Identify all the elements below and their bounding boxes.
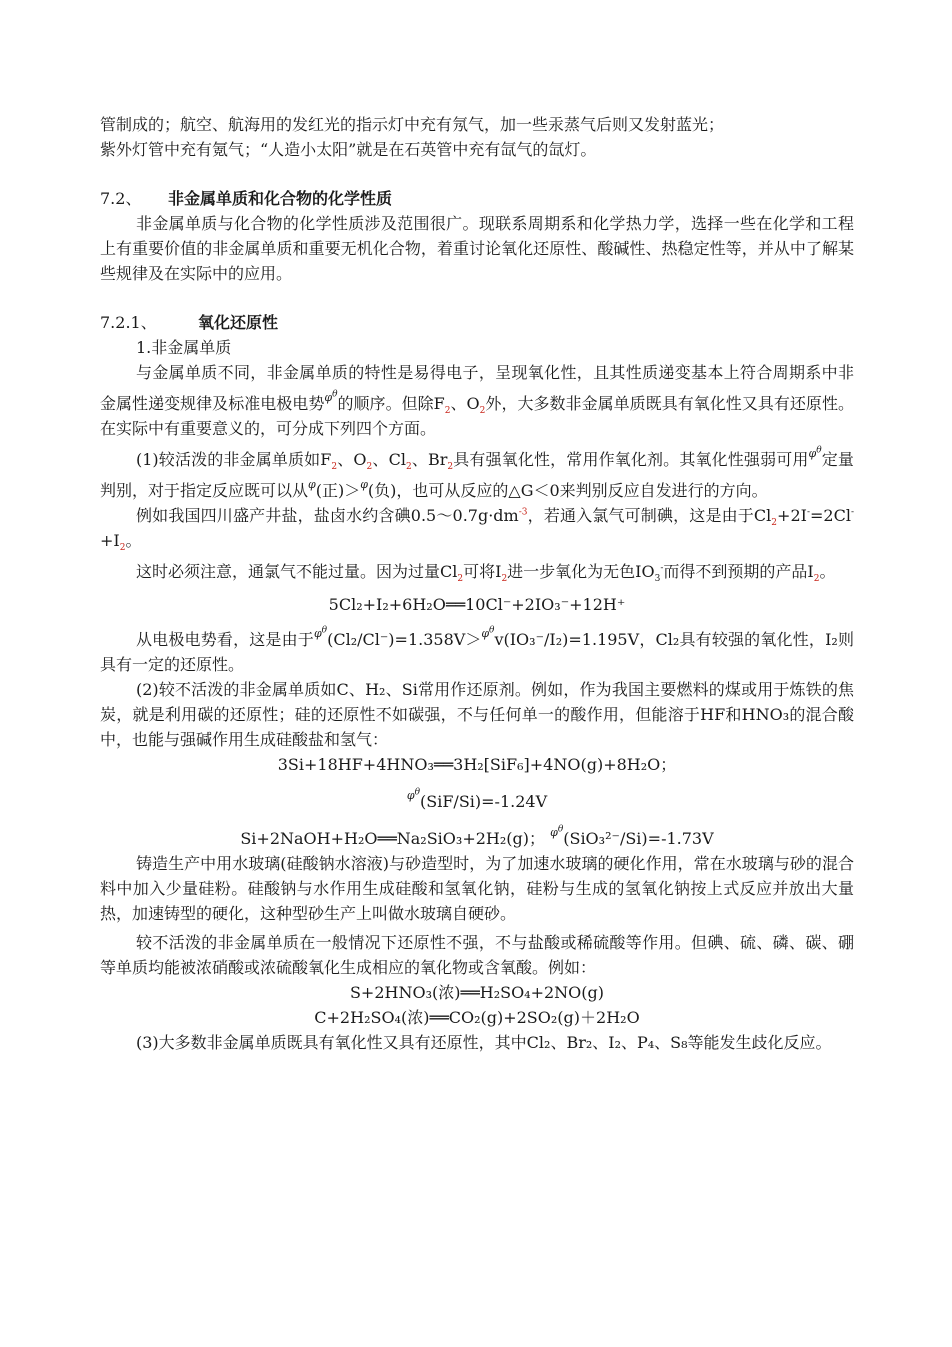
equation-5: S+2HNO₃(浓)══H₂SO₄+2NO(g): [349, 983, 605, 1002]
intro-line-1: 管制成的；航空、航海用的发红光的指示灯中充有氖气，加一些汞蒸气后则又发射蓝光；: [100, 115, 725, 134]
paragraph-7: 铸造生产中用水玻璃(硅酸钠水溶液)与砂造型时，为了加速水玻璃的硬化作用，常在水玻璃与砂的混合料中加入少量硅粉。硅酸钠与水作用生成硅酸和氢氧化钠，硅粉与生成的氢氧化钠按上式反应并放出大量热，加速铸型的硬化，这种型砂生产上叫做水玻璃自硬砂。: [100, 854, 854, 923]
phi-theta-symbol: φθ: [550, 824, 564, 839]
section-number: 7.2、: [100, 189, 142, 208]
equation-1: 5Cl₂+I₂+6H₂O══10Cl⁻+2IO₃⁻+12H⁺: [328, 595, 626, 614]
section-title: 非金属单质和化合物的化学性质: [168, 189, 393, 208]
phi-theta-symbol: φθ: [808, 445, 822, 460]
phi-theta-symbol: φθ: [324, 389, 338, 404]
subheading-nonmetal-elements: 1.非金属单质: [136, 338, 232, 357]
paragraph-9: (3)大多数非金属单质既具有氧化性又具有还原性，其中Cl₂、Br₂、I₂、P₄、S₈等能发生歧化反应。: [136, 1033, 832, 1052]
document-page: [100, 112, 854, 1055]
phi-symbol: φ: [308, 478, 316, 491]
phi-theta-symbol: φθ: [481, 625, 495, 640]
paragraph-6: (2)较不活泼的非金属单质如C、H₂、Si常用作还原剂。例如，作为我国主要燃料的煤或用于炼铁的焦炭，就是利用碳的还原性；硅的还原性不如碳强，不与任何单一的酸作用，但能溶于HF和HNO₃的混合酸中，也能与强碱作用生成硅酸盐和氢气：: [100, 680, 854, 749]
paragraph-1: 与金属单质不同，非金属单质的特性是易得电子，呈现氧化性，且其性质递变基本上符合周期系中非金属性递变规律及标准电极电势$^{\varphi^\theta}$的顺序。但除$F_2$、$O_2$外，大多数非金属单质既具有氧化性又具有还原性。在实际中有重要意义的，可分成下列四个方面。: [100, 363, 854, 438]
paragraph-8: 较不活泼的非金属单质在一般情况下还原性不强，不与盐酸或稀硫酸等作用。但碘、硫、磷、碳、硼等单质均能被浓硝酸或浓硫酸氧化生成相应的氧化物或含氧酸。例如：: [100, 933, 854, 977]
paragraph-3: 例如我国四川盛产井盐，盐卤水约含碘$0.5\sim 0.7g\cdot dm^{-3}$，若通入氯气可制碘，这是由于$Cl_2+2I^-=2Cl^-+I_2$。: [100, 506, 854, 554]
paragraph-2: (1)较活泼的非金属单质如$F_2$、$O_2$、$Cl_2$、$Br_2$具有强氧化性，常用作氧化剂。其氧化性强弱可用$^{\varphi^\theta}$定量判别，对于指定反应既可以从$^\varphi$(正)＞$^\varphi$(负)，也可从反应的△G＜0来判别反应自发进行的方向。: [100, 445, 854, 500]
section-number: 7.2.1、: [100, 313, 157, 332]
phi-theta-symbol: φθ: [406, 787, 420, 802]
equation-2: 3Si+18HF+4HNO₃══3H₂[SiF₆]+4NO(g)+8H₂O；: [277, 755, 677, 774]
equation-6: C+2H₂SO₄(浓)══CO₂(g)+2SO₂(g)＋2H₂O: [314, 1008, 640, 1027]
phi-theta-symbol: φθ: [313, 625, 328, 640]
intro-line-2: 紫外灯管中充有氪气；“人造小太阳”就是在石英管中充有氙气的氙灯。: [100, 140, 597, 159]
equation-3: $^{\varphi^\theta}$(SiF/Si)=-1.24V: [406, 787, 548, 811]
section-7-2-1-heading: [100, 310, 854, 335]
section-7-2-heading: [100, 186, 854, 211]
equation-4: Si+2NaOH+H₂O══Na₂SiO₃+2H₂(g)； $^{\varphi^\theta}$(SiO₃²⁻/Si)=-1.73V: [240, 824, 714, 848]
section-7-2-body: 非金属单质与化合物的化学性质涉及范围很广。现联系周期系和化学热力学，选择一些在化学和工程上有重要价值的非金属单质和重要无机化合物，着重讨论氧化还原性、酸碱性、热稳定性等，并从中了解某些规律及在实际中的应用。: [100, 214, 854, 283]
phi-symbol: φ: [360, 478, 368, 491]
paragraph-5: 从电极电势看，这是由于$^{\varphi^\theta}$(Cl₂/Cl⁻)=1.358V＞$^{\varphi^\theta}$v(IO₃⁻/I₂)=1.195V，Cl₂具有较强的氧化性，I₂则具有一定的还原性。: [100, 625, 854, 674]
paragraph-4: 这时必须注意，通氯气不能过量。因为过量$Cl_2$可将$I_2$进一步氧化为无色$IO_3^-$而得不到预期的产品$I_2$。: [136, 562, 836, 585]
section-title: 氧化还原性: [198, 313, 279, 332]
